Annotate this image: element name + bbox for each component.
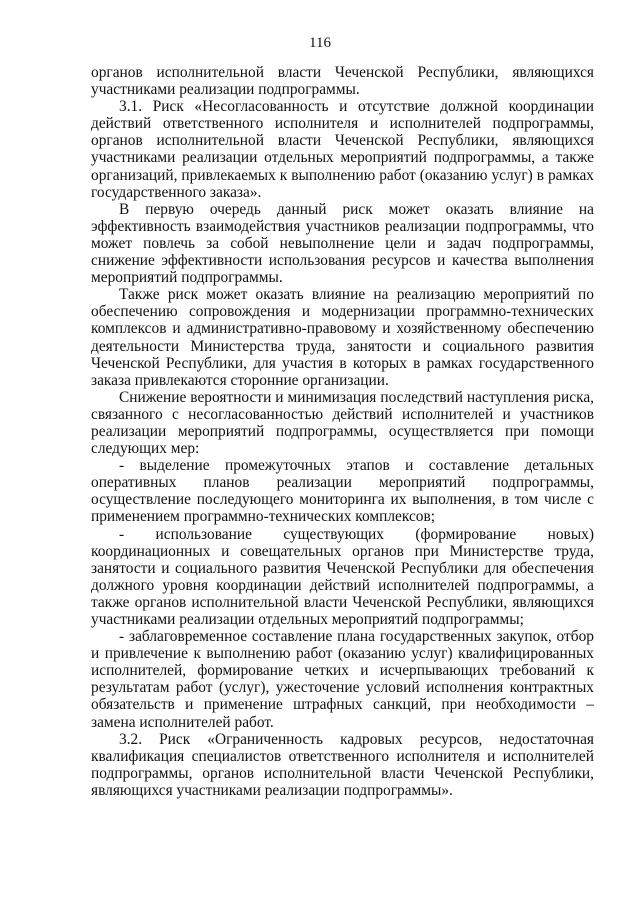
paragraph-risk-3-1: 3.1. Риск «Несогласованность и отсутствие должной координации действий ответственного исполнителя и исполнителей подпрограммы, органов исполнительной власти Чеченской Республики, являющихся участниками реализации отдельных мероприятий подпрограммы, а также организаций, привлекаемых к выполнению работ (оказанию услуг) в рамках государственного заказа».	[91, 98, 594, 201]
paragraph-risk-impact: В первую очередь данный риск может оказать влияние на эффективность взаимодействия участников реализации подпрограммы, что может повлечь за собой невыполнение цели и задач подпрограммы, снижение эффективности использования ресурсов и качества выполнения мероприятий подпрограммы.	[91, 200, 594, 287]
list-item-measure-2: - использование существующих (формирование новых) координационных и совещательных органов при Министерстве труда, занятости и социального развития Чеченской Республики для обеспечения должного уровня координации действий исполнителей подпрограммы, а также органов исполнительной власти Чеченской Республики, являющихся участниками реализации отдельных мероприятий подпрограммы;	[91, 525, 594, 628]
paragraph-continuation: органов исполнительной власти Чеченской Республики, являющихся участниками реализации подпрограммы.	[91, 64, 594, 99]
document-body	[91, 64, 594, 799]
paragraph-mitigation-intro: Снижение вероятности и минимизация последствий наступления риска, связанного с несогласованностью действий исполнителей и участников реализации мероприятий подпрограммы, осуществляется при помощи следующих мер:	[91, 388, 594, 458]
paragraph-risk-influence: Также риск может оказать влияние на реализацию мероприятий по обеспечению сопровождения и модернизации программно-технических комплексов и административно-правовому и хозяйственному обеспечению деятельности Министерства труда, занятости и социального развития Чеченской Республики, для участия в которых в рамках государственного заказа привлекаются сторонние организации.	[91, 286, 594, 389]
paragraph-risk-3-2: 3.2. Риск «Ограниченность кадровых ресурсов, недостаточная квалификация специалистов ответственного исполнителя и исполнителей подпрограммы, органов исполнительной власти Чеченской Республики, являющихся участниками реализации подпрограммы».	[91, 730, 594, 799]
page-number: 116	[309, 35, 331, 51]
list-item-measure-1: - выделение промежуточных этапов и составление детальных оперативных планов реализации мероприятий подпрограммы, осуществление последующего мониторинга их выполнения, в том числе с применением программно-технических комплексов;	[91, 457, 594, 526]
list-item-measure-3: - заблаговременное составление плана государственных закупок, отбор и привлечение к выполнению работ (оказанию услуг) квалифицированных исполнителей, формирование четких и исчерпывающих требований к результатам работ (услуг), ужесточение условий исполнения контрактных обязательств и применение штрафных санкций, при необходимости – замена исполнителей работ.	[91, 628, 594, 731]
